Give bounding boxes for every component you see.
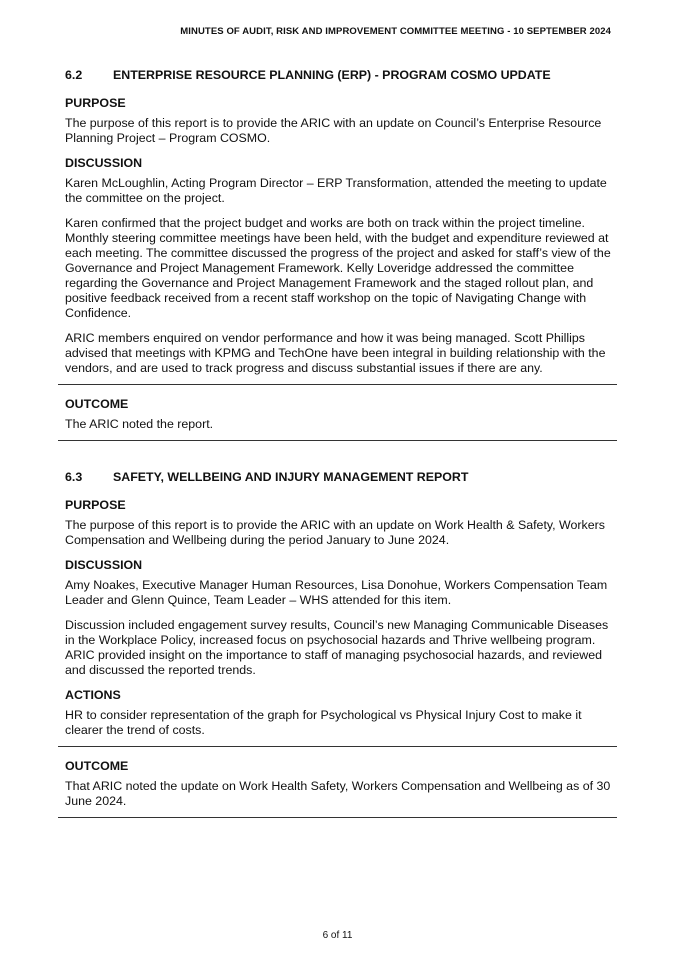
discussion-paragraph: Karen McLoughlin, Acting Program Director – ERP Transformation, attended the meeting to update the committee on the project. <box>65 176 607 205</box>
divider <box>58 384 617 385</box>
purpose-heading: PURPOSE <box>65 96 126 110</box>
discussion-paragraph: ARIC members enquired on vendor performance and how it was being managed. Scott Phillips advised that meetings with KPMG and TechOne have been integral in building relationship with the vendors, and are used to track progress and discuss substantial issues if there are any. <box>65 331 606 375</box>
page-number: 6 of 11 <box>322 930 353 941</box>
purpose-heading: PURPOSE <box>65 498 126 512</box>
divider <box>58 817 617 818</box>
section-heading: ENTERPRISE RESOURCE PLANNING (ERP) - PROGRAM COSMO UPDATE <box>113 68 551 82</box>
divider <box>58 440 617 441</box>
discussion-paragraph: Karen confirmed that the project budget and works are both on track within the project timeline. Monthly steering committee meetings have been held, with the budget and expenditure reviewed at each meeting. The committee discussed the progress of the project and asked for staff’s view of the Governance and Project Management Framework. Kelly Loveridge addressed the committee regarding the Governance and Project Management Framework and the staged rollout plan, and positive feedback received from a recent staff workshop on the topic of Navigating Change with Confidence. <box>65 216 611 320</box>
outcome-text: That ARIC noted the update on Work Health Safety, Workers Compensation and Wellbeing as of 30 June 2024. <box>65 779 611 808</box>
section-number: 6.3 <box>65 470 83 484</box>
discussion-heading: DISCUSSION <box>65 156 143 170</box>
document-body <box>65 68 615 818</box>
purpose-text: The purpose of this report is to provide the ARIC with an update on Work Health & Safety, Workers Compensation and Wellbeing during the period January to June 2024. <box>65 518 605 547</box>
purpose-text: The purpose of this report is to provide the ARIC with an update on Council’s Enterprise Resource Planning Project – Program COSMO. <box>65 116 602 145</box>
section-number: 6.2 <box>65 68 83 82</box>
document-header: MINUTES OF AUDIT, RISK AND IMPROVEMENT COMMITTEE MEETING - 10 SEPTEMBER 2024 <box>180 26 611 37</box>
actions-heading: ACTIONS <box>65 688 121 702</box>
discussion-paragraph: Amy Noakes, Executive Manager Human Resources, Lisa Donohue, Workers Compensation Team Leader and Glenn Quince, Team Leader – WHS attended for this item. <box>65 578 608 607</box>
actions-text: HR to consider representation of the graph for Psychological vs Physical Injury Cost to make it clearer the trend of costs. <box>65 708 582 737</box>
section-6-3-title <box>65 470 615 484</box>
section-6-2-title <box>65 68 615 82</box>
section-heading: SAFETY, WELLBEING AND INJURY MANAGEMENT REPORT <box>113 470 469 484</box>
outcome-heading: OUTCOME <box>65 759 129 773</box>
outcome-heading: OUTCOME <box>65 397 129 411</box>
discussion-paragraph: Discussion included engagement survey results, Council’s new Managing Communicable Diseases in the Workplace Policy, increased focus on psychosocial hazards and Thrive wellbeing program. ARIC provided insight on the importance to staff of managing psychosocial hazards, and reviewed and discussed the reported trends. <box>65 618 609 677</box>
divider <box>58 746 617 747</box>
outcome-text: The ARIC noted the report. <box>65 417 214 431</box>
discussion-heading: DISCUSSION <box>65 558 143 572</box>
